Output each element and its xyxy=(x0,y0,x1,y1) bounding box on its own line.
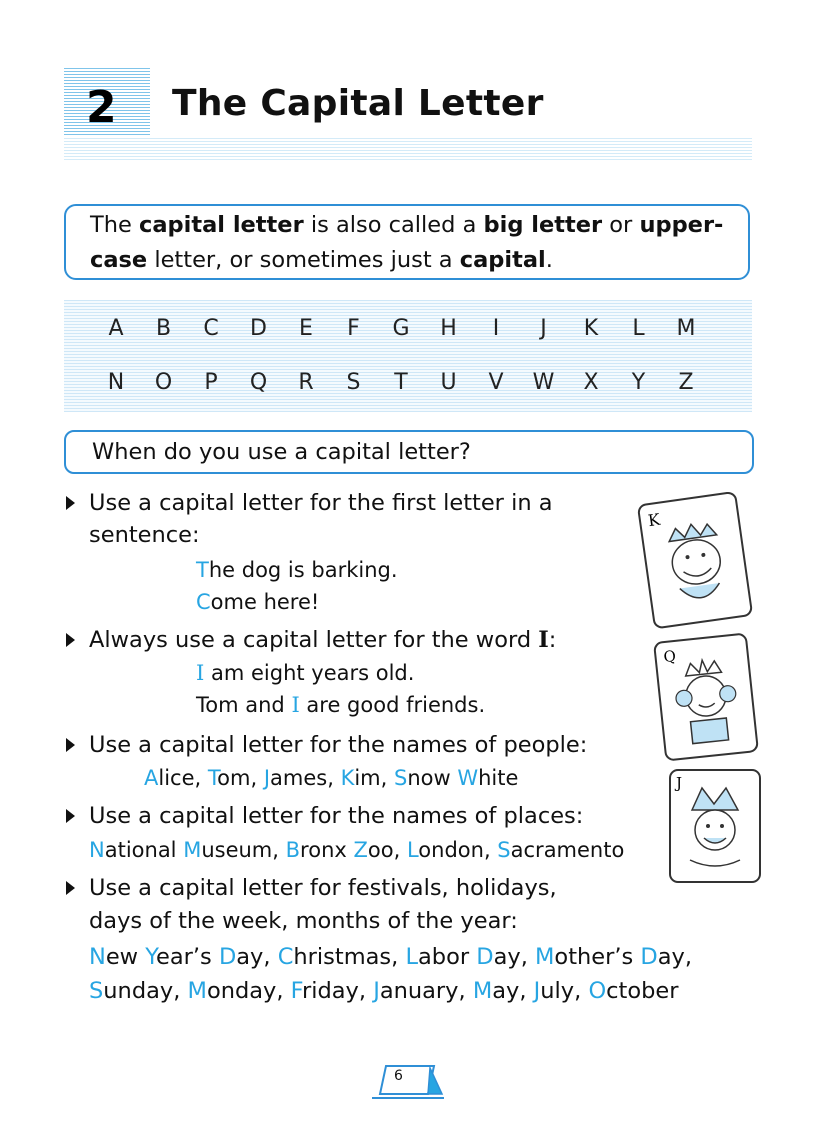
letter: P xyxy=(204,370,218,395)
text: unday xyxy=(103,978,174,1004)
capital-letter: N xyxy=(89,944,106,970)
capital-letter: W xyxy=(457,766,479,790)
text: ames xyxy=(270,766,328,790)
rule-3-examples: Alice, Tom, James, Kim, Snow White xyxy=(144,766,519,790)
text: ear’s xyxy=(156,944,219,970)
capital-letter: M xyxy=(535,944,555,970)
rule-5-line-1: Use a capital letter for festivals, holidays, xyxy=(89,875,557,901)
rule-1-line-2: sentence: xyxy=(89,522,200,548)
text: acramento xyxy=(510,838,625,862)
letter: D xyxy=(250,316,267,341)
definition-text xyxy=(90,208,730,278)
term-capital-letter: capital letter xyxy=(139,212,304,238)
bullet-arrow-icon xyxy=(66,881,76,895)
chapter-number: 2 xyxy=(86,82,117,133)
text: ay xyxy=(236,944,264,970)
text: ew xyxy=(105,944,146,970)
jack-corner-letter: J xyxy=(676,774,683,792)
text: onday xyxy=(206,978,277,1004)
capital-letter: N xyxy=(89,838,105,862)
text: are good friends. xyxy=(306,693,486,717)
text: Tom and xyxy=(196,693,292,717)
capital-letter: S xyxy=(497,838,511,862)
letter: Q xyxy=(249,370,268,395)
text: im xyxy=(354,766,381,790)
page-number-badge xyxy=(368,1058,448,1104)
letter: S xyxy=(346,370,361,395)
letter: L xyxy=(632,316,645,341)
letter: C xyxy=(203,316,219,341)
text: he dog is barking. xyxy=(208,558,398,582)
jack-card-illustration xyxy=(664,764,768,888)
queen-card-illustration xyxy=(650,630,762,764)
text: useum xyxy=(201,838,273,862)
letter: G xyxy=(392,316,410,341)
capital-letter: C xyxy=(196,590,211,614)
text: ctober xyxy=(606,978,679,1004)
text: hite xyxy=(478,766,519,790)
alphabet-row-2 xyxy=(96,370,706,395)
letter: N xyxy=(107,370,125,395)
capital-letter: O xyxy=(588,978,607,1004)
letter: Z xyxy=(678,370,694,395)
capital-letter: D xyxy=(640,944,658,970)
text: am eight years old. xyxy=(210,661,415,685)
letter: J xyxy=(540,316,547,341)
text: oo xyxy=(367,838,394,862)
letter: W xyxy=(532,370,555,395)
king-card-illustration xyxy=(632,490,760,630)
letter: T xyxy=(394,370,408,395)
bullet-arrow-icon xyxy=(66,496,76,510)
letter: I xyxy=(492,316,500,341)
letter: B xyxy=(155,316,172,341)
king-corner-letter: K xyxy=(646,509,662,531)
capital-letter: I xyxy=(291,693,300,717)
letter: E xyxy=(299,316,313,341)
page-title: The Capital Letter xyxy=(172,83,544,124)
text: ondon xyxy=(418,838,484,862)
text: Always use a capital letter for the word xyxy=(89,627,532,653)
letter: R xyxy=(298,370,314,395)
rule-1-example-1 xyxy=(196,554,398,586)
text: lice xyxy=(158,766,195,790)
rule-5-line-2: days of the week, months of the year: xyxy=(89,908,518,934)
queen-corner-letter: Q xyxy=(662,646,677,667)
capital-letter: D xyxy=(476,944,494,970)
letter: A xyxy=(108,316,124,341)
text: now xyxy=(407,766,458,790)
letter: Y xyxy=(631,370,646,395)
term-big-letter: big letter xyxy=(483,212,603,238)
title-underline-band xyxy=(64,136,752,160)
text: other’s xyxy=(554,944,641,970)
capital-letter: I xyxy=(196,661,205,685)
letter: V xyxy=(488,370,504,395)
capital-letter: C xyxy=(277,944,294,970)
capital-letter: T xyxy=(207,766,218,790)
capital-letter: A xyxy=(144,766,159,790)
text: . xyxy=(545,247,553,273)
text: ay xyxy=(493,944,521,970)
term-case: case xyxy=(90,247,148,273)
bullet-arrow-icon xyxy=(66,809,76,823)
page-number: 6 xyxy=(394,1068,403,1084)
capital-letter: Y xyxy=(145,944,157,970)
letter: X xyxy=(583,370,599,395)
rule-4-line: Use a capital letter for the names of places: xyxy=(89,803,584,829)
rule-5-days-months: Sunday, Monday, Friday, January, May, July, October xyxy=(89,978,679,1004)
text: uly xyxy=(540,978,575,1004)
text: hristmas xyxy=(293,944,392,970)
capital-letter: M xyxy=(183,838,202,862)
text: : xyxy=(548,627,557,653)
term-capital: capital xyxy=(459,247,546,273)
bullet-arrow-icon xyxy=(66,738,76,752)
text: riday xyxy=(301,978,359,1004)
letter: M xyxy=(676,316,696,341)
bullet-arrow-icon xyxy=(66,633,76,647)
text: ay xyxy=(492,978,520,1004)
rule-3-line: Use a capital letter for the names of people: xyxy=(89,732,588,758)
capital-letter: S xyxy=(394,766,408,790)
capital-letter: J xyxy=(533,978,541,1004)
page-number-frame xyxy=(368,1058,448,1104)
text: is also called a xyxy=(303,212,484,238)
letter: U xyxy=(440,370,457,395)
capital-letter: K xyxy=(340,766,355,790)
text: ronx xyxy=(300,838,354,862)
rule-5-holidays: New Year’s Day, Christmas, Labor Day, Mother’s Day, xyxy=(89,944,692,970)
word-i: I xyxy=(538,627,549,653)
capital-letter: J xyxy=(373,978,380,1004)
text: ational xyxy=(104,838,184,862)
rule-4-examples: National Museum, Bronx Zoo, London, Sacramento xyxy=(89,838,625,862)
text: The xyxy=(90,212,139,238)
capital-letter: L xyxy=(405,944,418,970)
text: letter, or sometimes just a xyxy=(147,247,460,273)
question-text: When do you use a capital letter? xyxy=(92,439,471,465)
text: ome here! xyxy=(210,590,320,614)
term-upper: upper- xyxy=(639,212,724,238)
capital-letter: B xyxy=(285,838,301,862)
definition-line-1 xyxy=(90,208,730,243)
letter: F xyxy=(347,316,360,341)
capital-letter: L xyxy=(406,838,419,862)
alphabet-row-1 xyxy=(96,316,706,341)
letter: O xyxy=(154,370,173,395)
capital-letter: M xyxy=(472,978,493,1004)
rule-2-example-1 xyxy=(196,657,414,689)
text: ay xyxy=(657,944,685,970)
capital-letter: D xyxy=(218,944,237,970)
capital-letter: S xyxy=(89,978,104,1004)
capital-letter: M xyxy=(187,978,207,1004)
letter: H xyxy=(440,316,457,341)
capital-letter: J xyxy=(263,766,271,790)
rule-1-line-1: Use a capital letter for the first letter in a xyxy=(89,490,553,516)
letter: K xyxy=(583,316,599,341)
definition-line-2 xyxy=(90,243,730,278)
rule-2-example-2 xyxy=(196,689,485,721)
text: anuary xyxy=(379,978,459,1004)
text: abor xyxy=(418,944,477,970)
rule-2-line xyxy=(89,624,556,656)
text: om xyxy=(217,766,251,790)
text: or xyxy=(602,212,640,238)
rule-1-example-2 xyxy=(196,586,319,618)
capital-letter: T xyxy=(196,558,209,582)
capital-letter: Z xyxy=(353,838,368,862)
capital-letter: F xyxy=(290,978,302,1004)
